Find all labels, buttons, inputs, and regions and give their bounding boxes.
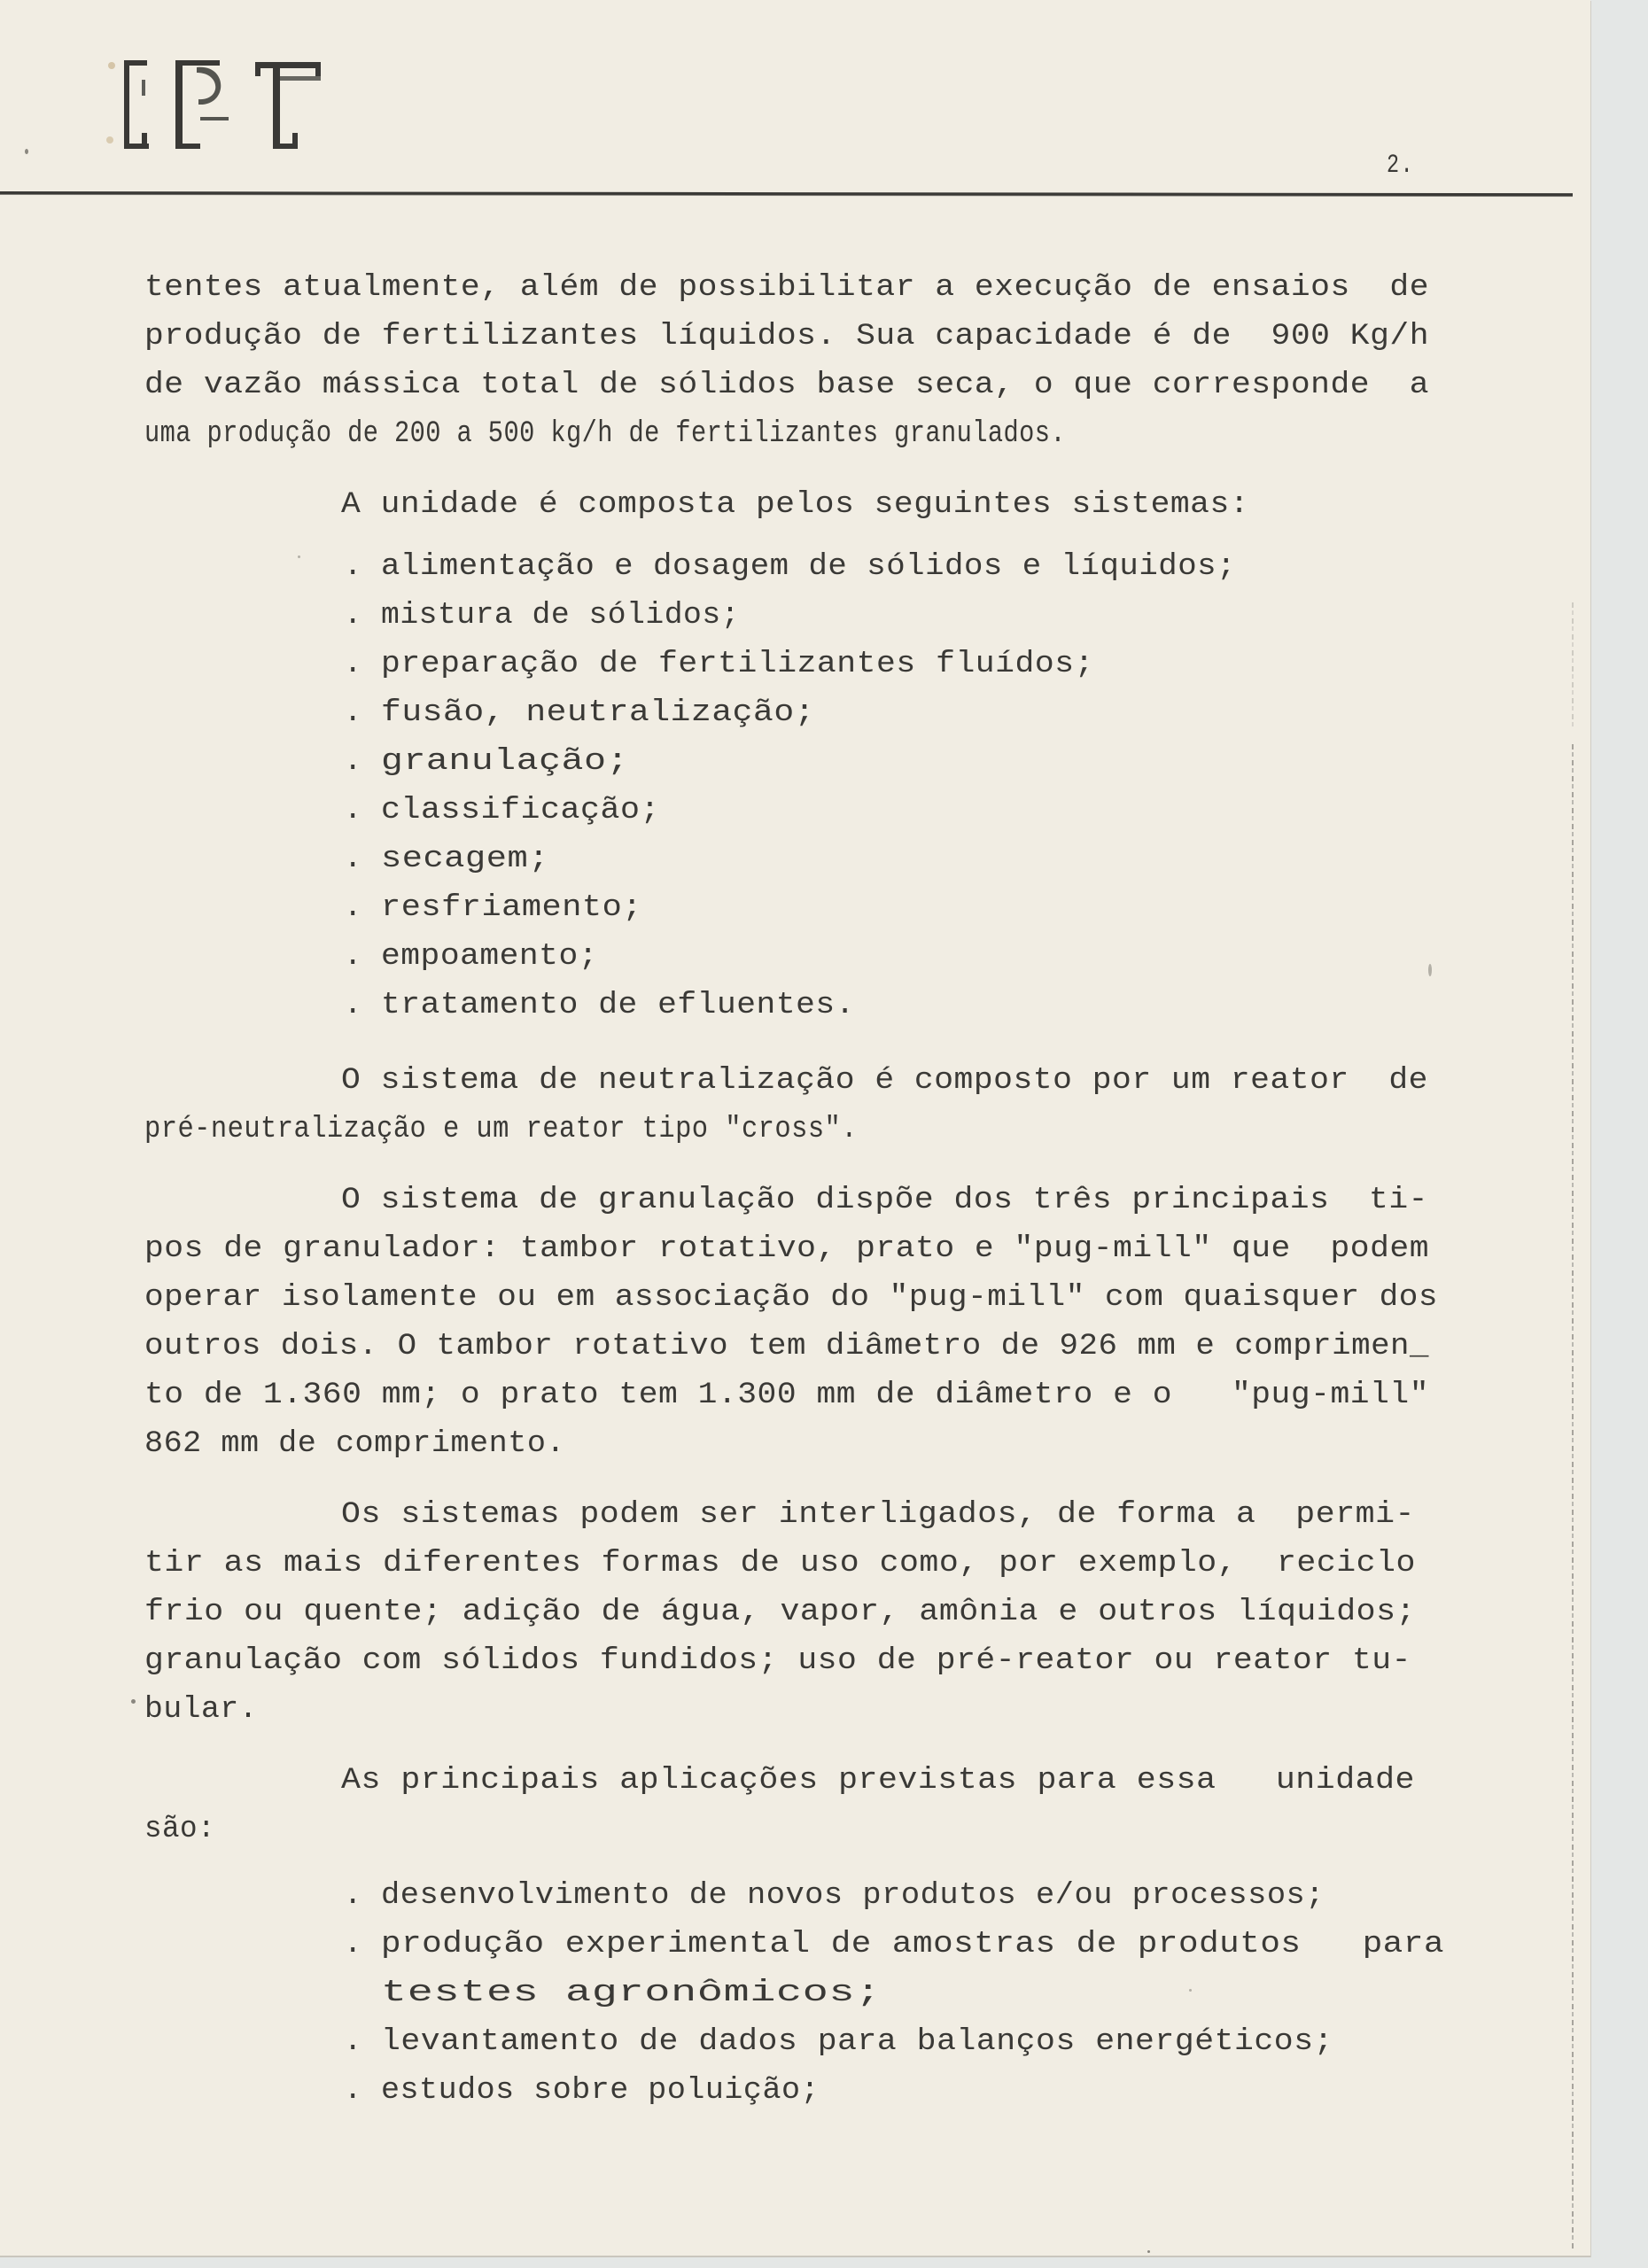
systems-list-item-text: preparação de fertilizantes fluídos; bbox=[381, 648, 1094, 681]
text-line: operar isolamente ou em associação do "pug-mill" com quaisquer dos bbox=[144, 1281, 1439, 1315]
scan-speck bbox=[298, 555, 300, 558]
bullet-icon: . bbox=[344, 648, 362, 681]
bullet-icon: . bbox=[344, 891, 362, 925]
page-number: 2. bbox=[1387, 151, 1415, 181]
systems-list-item-text: alimentação e dosagem de sólidos e líquidos; bbox=[381, 550, 1237, 584]
systems-list-item-text: resfriamento; bbox=[381, 891, 643, 925]
systems-list-item-text: tratamento de efluentes. bbox=[381, 989, 855, 1022]
bullet-icon: . bbox=[344, 989, 362, 1022]
margin-line bbox=[1572, 602, 1574, 726]
text-line: bular. bbox=[144, 1693, 259, 1727]
text-line: uma produção de 200 a 500 kg/h de fertilizantes granulados. bbox=[144, 417, 1067, 451]
scan-speck bbox=[131, 1699, 136, 1704]
text-line: produção de fertilizantes líquidos. Sua capacidade é de 900 Kg/h bbox=[144, 320, 1430, 353]
text-line: granulação com sólidos fundidos; uso de pré-reator ou reator tu- bbox=[144, 1644, 1411, 1678]
text-line: outros dois. O tambor rotativo tem diâmetro de 926 mm e comprimen_ bbox=[144, 1330, 1429, 1363]
margin-line bbox=[1572, 744, 1574, 2250]
text-line: pré-neutralização e um reator tipo "cross". bbox=[144, 1113, 859, 1146]
text-line: to de 1.360 mm; o prato tem 1.300 mm de diâmetro e o "pug-mill" bbox=[144, 1379, 1430, 1412]
paper-edge bbox=[0, 2256, 1590, 2257]
systems-list-item-text: fusão, neutralização; bbox=[381, 696, 815, 730]
text-line: são: bbox=[144, 1813, 216, 1846]
systems-list-item-text: mistura de sólidos; bbox=[381, 599, 740, 633]
text-line: tentes atualmente, além de possibilitar a execução de ensaios de bbox=[144, 271, 1430, 305]
header-rule bbox=[0, 191, 1573, 197]
bullet-icon: . bbox=[344, 2025, 362, 2059]
bullet-icon: . bbox=[344, 843, 362, 876]
bullet-icon: . bbox=[344, 745, 362, 779]
applications-list-item-text: testes agronômicos; bbox=[381, 1977, 882, 2010]
text-line: Os sistemas podem ser interligados, de forma a permi- bbox=[341, 1498, 1415, 1532]
text-line: frio ou quente; adição de água, vapor, amônia e outros líquidos; bbox=[144, 1596, 1416, 1629]
systems-list-item-text: classificação; bbox=[381, 794, 660, 827]
text-line: de vazão mássica total de sólidos base seca, o que corresponde a bbox=[144, 369, 1430, 402]
bullet-icon: . bbox=[344, 599, 362, 633]
ipt-logo bbox=[105, 55, 324, 154]
bullet-icon: . bbox=[344, 2074, 362, 2108]
bullet-icon: . bbox=[344, 696, 362, 730]
bullet-icon: . bbox=[344, 1928, 362, 1961]
bullet-icon: . bbox=[344, 550, 362, 584]
scan-speck bbox=[25, 149, 28, 154]
bullet-icon: . bbox=[344, 940, 362, 974]
text-line: O sistema de granulação dispõe dos três principais ti- bbox=[341, 1184, 1428, 1217]
text-line: tir as mais diferentes formas de uso como, por exemplo, reciclo bbox=[144, 1547, 1416, 1581]
scan-speck bbox=[1147, 2250, 1150, 2253]
systems-list-item-text: granulação; bbox=[381, 745, 629, 779]
systems-list-item-text: secagem; bbox=[381, 843, 549, 876]
text-line: O sistema de neutralização é composto por um reator de bbox=[341, 1064, 1428, 1098]
scan-speck bbox=[1428, 964, 1432, 976]
text-line: pos de granulador: tambor rotativo, prato e "pug-mill" que podem bbox=[144, 1232, 1430, 1266]
systems-intro: A unidade é composta pelos seguintes sistemas: bbox=[341, 488, 1250, 522]
scan-speck bbox=[1189, 1989, 1192, 1992]
bullet-icon: . bbox=[344, 1879, 362, 1913]
bullet-icon: . bbox=[344, 794, 362, 827]
applications-list-item-text: levantamento de dados para balanços energéticos; bbox=[381, 2025, 1333, 2059]
text-line: As principais aplicações previstas para essa unidade bbox=[341, 1764, 1415, 1798]
text-line: 862 mm de comprimento. bbox=[144, 1427, 566, 1461]
applications-list-item-text: desenvolvimento de novos produtos e/ou processos; bbox=[381, 1879, 1325, 1913]
applications-list-item-text: produção experimental de amostras de produtos para bbox=[381, 1928, 1445, 1961]
applications-list-item-text: estudos sobre poluição; bbox=[381, 2074, 820, 2108]
systems-list-item-text: empoamento; bbox=[381, 940, 598, 974]
ipt-logo-icon bbox=[105, 55, 324, 154]
